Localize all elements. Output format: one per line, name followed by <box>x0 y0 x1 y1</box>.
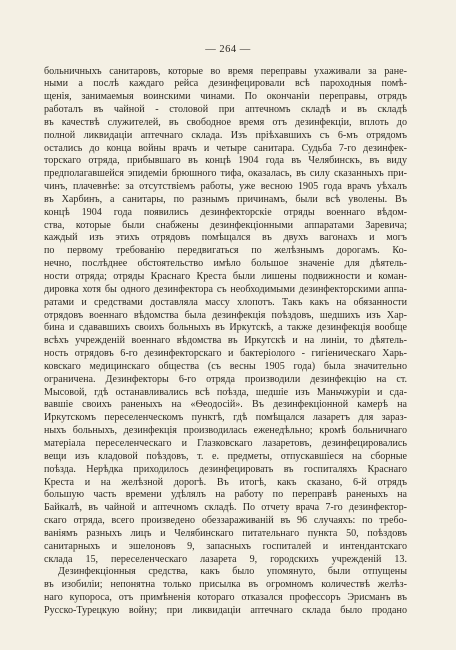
text-line: полной ликвидаціи аптечнаго склада. Изъ пріѣхавшихъ съ 6-мъ отрядомъ <box>44 129 407 141</box>
text-line: ратами и средствами доставляла массу хлопотъ. Такъ какъ на обязанности <box>44 296 407 308</box>
text-line: Байкалѣ, въ чайной и аптечномъ складѣ. По отчету врача 7-го дезинфектор- <box>44 502 407 514</box>
text-line: ныхъ больныхъ, дезинфекція производилась еженедѣльно; кромѣ больничнаго <box>44 425 407 437</box>
text-line: въ Харбинъ, а санитары, по разнымъ причинамъ, были всѣ уволены. Въ <box>44 193 407 205</box>
text-line: чинъ, плачевнѣе: за отсутствіемъ работы, уже весною 1905 года врачъ уѣхалъ <box>44 181 407 193</box>
text-line: въ качествѣ служителей, въ свободное время отъ дезинфекціи, вплоть до <box>44 116 407 128</box>
text-line: больничныхъ санитаровъ, которые во время переправы ухаживали за ране- <box>44 65 407 77</box>
text-line: концѣ 1904 года появились дезинфекторскіе отряды военнаго вѣдом- <box>44 206 407 218</box>
text-line: въ изобиліи; непонятна только присылка въ огромномъ количествѣ желѣз- <box>44 579 407 591</box>
text-line: ными а послѣ каждаго рейса дезинфецировали всѣ пароходныя помѣ- <box>44 78 407 90</box>
body-text <box>44 66 407 618</box>
text-line: Иркутскомъ переселенческомъ пунктѣ, гдѣ помѣщался лазаретъ для зараз- <box>44 412 407 424</box>
text-line: отрядовъ военнаго вѣдомства была дезинфекція поѣздовъ, шедшихъ изъ Хар- <box>44 309 407 321</box>
text-line: ограничена. Дезинфекторы 6-го отряда производили дезинфекцію на ст. <box>44 373 407 385</box>
page-number: — 264 — <box>205 44 251 55</box>
text-line: большую часть времени удѣлялъ на работу по переправѣ раненыхъ на <box>44 489 407 501</box>
text-line: ства, которые были снабжены дезинфекціонными аппаратами Заревича; <box>44 219 407 231</box>
text-line: ность отрядовъ 6-го дезинфекторскаго и бактеріолого - гигіеническаго Харь- <box>44 348 407 360</box>
text-line: вавшіе своихъ раненыхъ на «Ѳеодосій». Въ дезинфекціонной камерѣ на <box>44 399 407 411</box>
text-line: ваніямъ разныхъ лицъ и Челябинскаго питательнаго пункта 50, поѣздовъ <box>44 527 407 539</box>
text-line: остались до конца войны врачъ и четыре санитара. Судьба 7-го дезинфек- <box>44 142 407 154</box>
text-line: каждый изъ этихъ отрядовъ помѣщался въ двухъ вагонахъ и могъ <box>44 232 407 244</box>
text-line: Дезинфекціонныя средства, какъ было упомянуто, были отпущены <box>58 566 407 578</box>
text-line: нечно, послѣднее обстоятельство имѣло большое значеніе для дѣятель- <box>44 258 407 270</box>
text-line: скаго отряда, всего произведено обеззараживаній въ 96 случаяхъ: по требо- <box>44 515 407 527</box>
text-line: склада 15, переселенческаго лазарета 9, городскихъ учрежденій 13. <box>44 553 407 565</box>
text-line: работалъ въ чайной - столовой при аптечномъ складѣ и въ складѣ <box>44 104 407 116</box>
text-line: поѣзда. Нерѣдка приходилось дезинфецировать въ госпиталяхъ Краснаго <box>44 463 407 475</box>
text-line: Русско-Турецкую войну; при ликвидаціи аптечнаго склада было продано <box>44 604 407 616</box>
text-line: дировка хотя бы одного дезинфектора съ необходимыми дезинфекторскими аппа- <box>44 283 407 295</box>
text-line: торскаго отряда, прибывшаго въ концѣ 1904 года въ Челябинскъ, въ виду <box>44 155 407 167</box>
text-line: Креста и на желѣзной дорогѣ. Въ итогѣ, какъ сказано, 6-й отрядъ <box>44 476 407 488</box>
text-line: щенія, занимаемыя воинскими чинами. По окончаніи переправы, отрядъ <box>44 91 407 103</box>
text-line: ковскаго медицинскаго общества (съ весны 1905 года) была значительно <box>44 360 407 372</box>
text-line: санитарныхъ и эшелоновъ 9, запасныхъ госпиталей и интендантскаго <box>44 540 407 552</box>
text-line: всѣхъ учрежденій военнаго вѣдомства въ Иркутскѣ и на линіи, то дѣятель- <box>44 335 407 347</box>
text-line: ности отряда; отряды Краснаго Креста были лишены подвижности и коман- <box>44 271 407 282</box>
text-line: Мысовой, гдѣ останавливались всѣ поѣзда, шедшіе изъ Маньчжуріи и сда- <box>44 386 407 398</box>
text-line: бина и сдававшихъ своихъ больныхъ въ Иркутскѣ, а также дезинфекція вообще <box>44 322 407 334</box>
text-line: предполагавшейся эпидеміи брюшного тифа, оказалась, въ силу сказанныхъ при- <box>44 168 407 180</box>
text-line: по первому требованію передвигаться по желѣзнымъ дорогамъ. Ко- <box>44 245 407 257</box>
text-line: наго купороса, отъ примѣненія котораго отказался профессоръ Эрисманъ въ <box>44 592 407 604</box>
text-line: матеріала переселенческаго и Глазковскаго лазаретовъ, дезинфецировались <box>44 437 407 449</box>
text-line: вещи изъ кладовой поѣздовъ, т. е. предметы, отпускавшіеся на сборные <box>44 450 407 462</box>
